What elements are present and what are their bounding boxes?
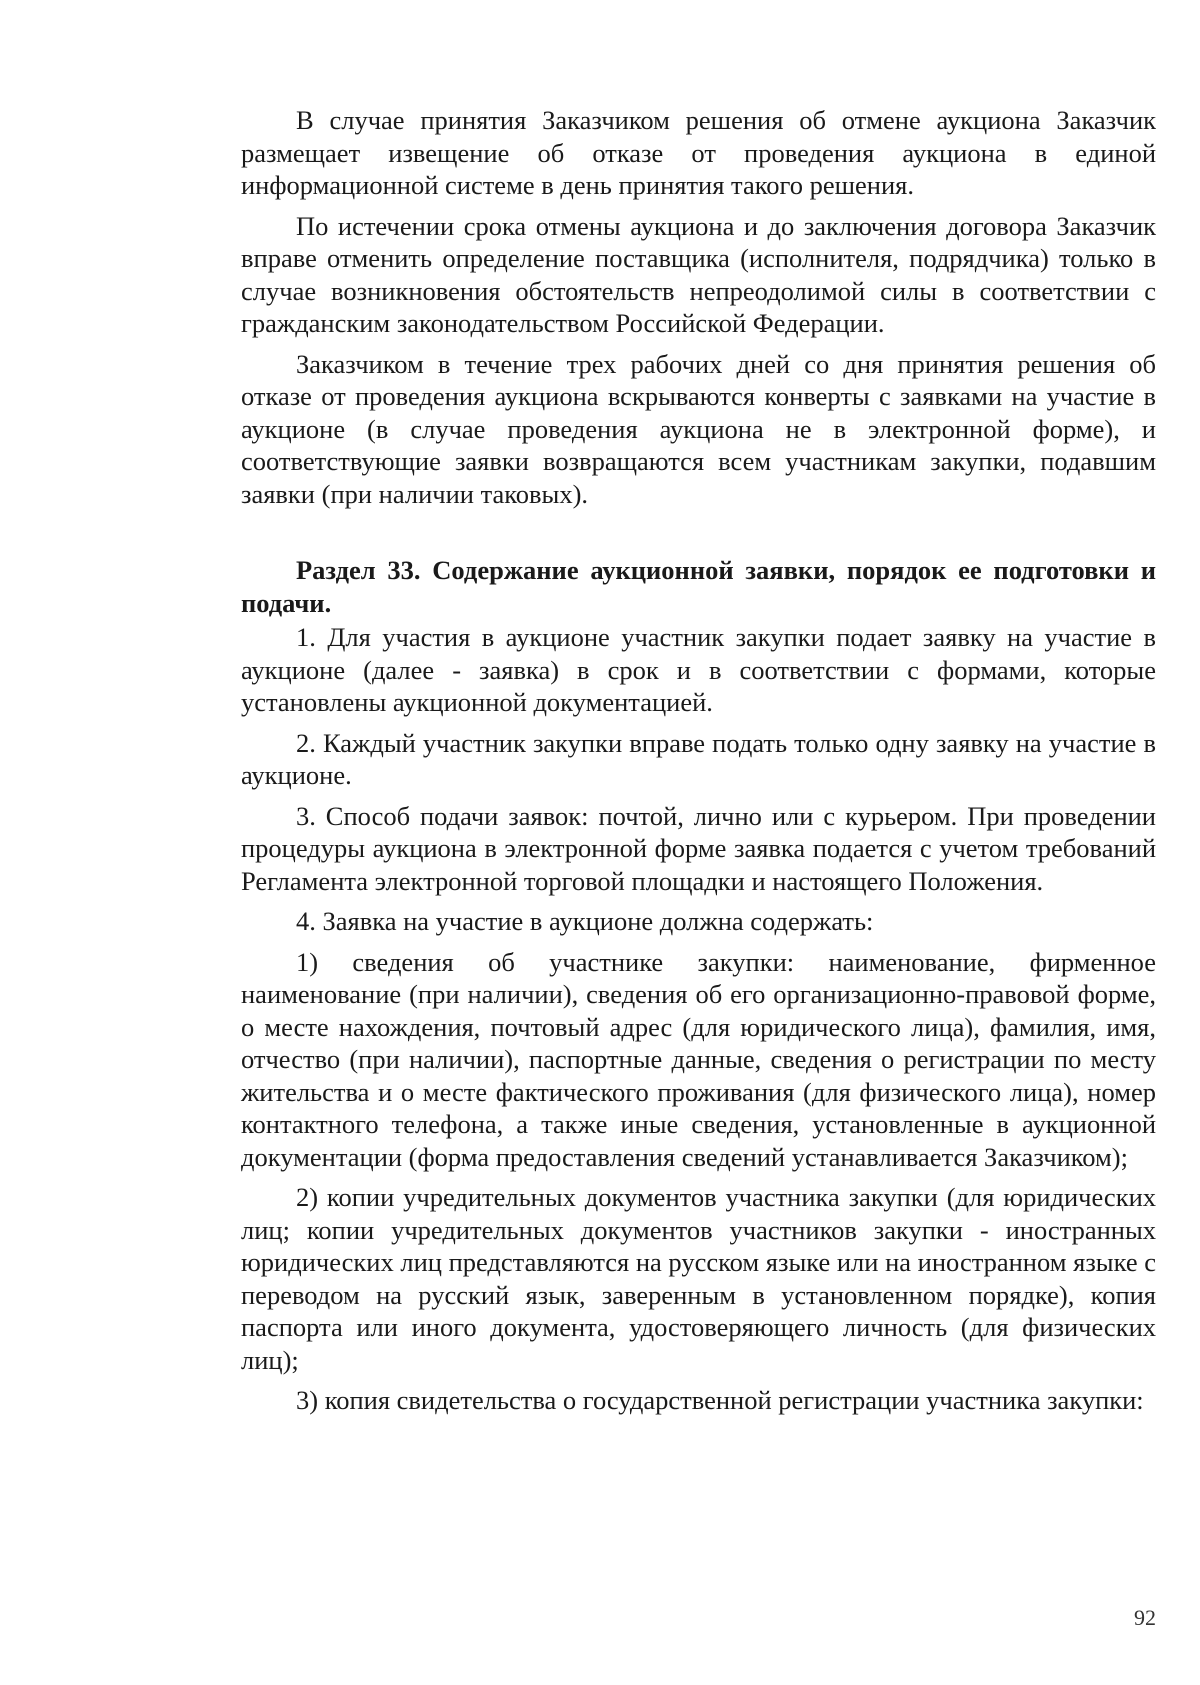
paragraph-item-1: 1. Для участия в аукционе участник закупки подает заявку на участие в аукционе (далее - заявка) в срок и в соответствии с формами, которые установлены аукционной документацией. <box>241 622 1156 717</box>
document-body <box>241 104 1156 1425</box>
paragraph-cancellation-notice: В случае принятия Заказчиком решения об отмене аукциона Заказчик размещает извещение об отказе от проведения аукциона в единой информационной системе в день принятия такого решения. <box>241 105 1156 200</box>
paragraph-item-2: 2. Каждый участник закупки вправе подать только одну заявку на участие в аукционе. <box>241 727 1156 790</box>
section-heading: Раздел 33. Содержание аукционной заявки, порядок ее подготовки и подачи. <box>241 555 1156 618</box>
paragraph-item-4: 4. Заявка на участие в аукционе должна содержать: <box>296 906 874 936</box>
paragraph-envelopes-return: Заказчиком в течение трех рабочих дней со дня принятия решения об отказе от проведения аукциона вскрываются конверты с заявками на участие в аукционе (в случае проведения аукциона не в электронной форме), и соответствующие заявки возвращаются всем участникам закупки, подавшим заявки (при наличии таковых). <box>241 348 1156 509</box>
paragraph-force-majeure: По истечении срока отмены аукциона и до заключения договора Заказчик вправе отменить определение поставщика (исполнителя, подрядчика) только в случае возникновения обстоятельств непреодолимой силы в соответствии с гражданским законодательством Российской Федерации. <box>241 210 1156 338</box>
paragraph-subitem-1: 1) сведения об участнике закупки: наименование, фирменное наименование (при наличии), сведения об его организационно-правовой форме, о месте нахождения, почтовый адрес (для юридического лица), фамилия, имя, отчество (при наличии), паспортные данные, сведения о регистрации по месту жительства и о месте фактического проживания (для физического лица), номер контактного телефона, а также иные сведения, установленные в аукционной документации (форма предоставления сведений устанавливается Заказчиком); <box>241 946 1156 1172</box>
paragraph-item-3: 3. Способ подачи заявок: почтой, лично или с курьером. При проведении процедуры аукциона в электронной форме заявка подается с учетом требований Регламента электронной торговой площадки и настоящего Положения. <box>241 800 1156 896</box>
paragraph-subitem-3: 3) копия свидетельства о государственной регистрации участника закупки: <box>296 1385 1144 1415</box>
paragraph-subitem-2: 2) копии учредительных документов участника закупки (для юридических лиц; копии учредительных документов участников закупки - иностранных юридических лиц представляются на русском языке или на иностранном языке с переводом на русский язык, заверенным в установленном порядке), копия паспорта или иного документа, удостоверяющего личность (для физических лиц); <box>241 1182 1156 1375</box>
page-number: 92 <box>1134 1605 1156 1630</box>
